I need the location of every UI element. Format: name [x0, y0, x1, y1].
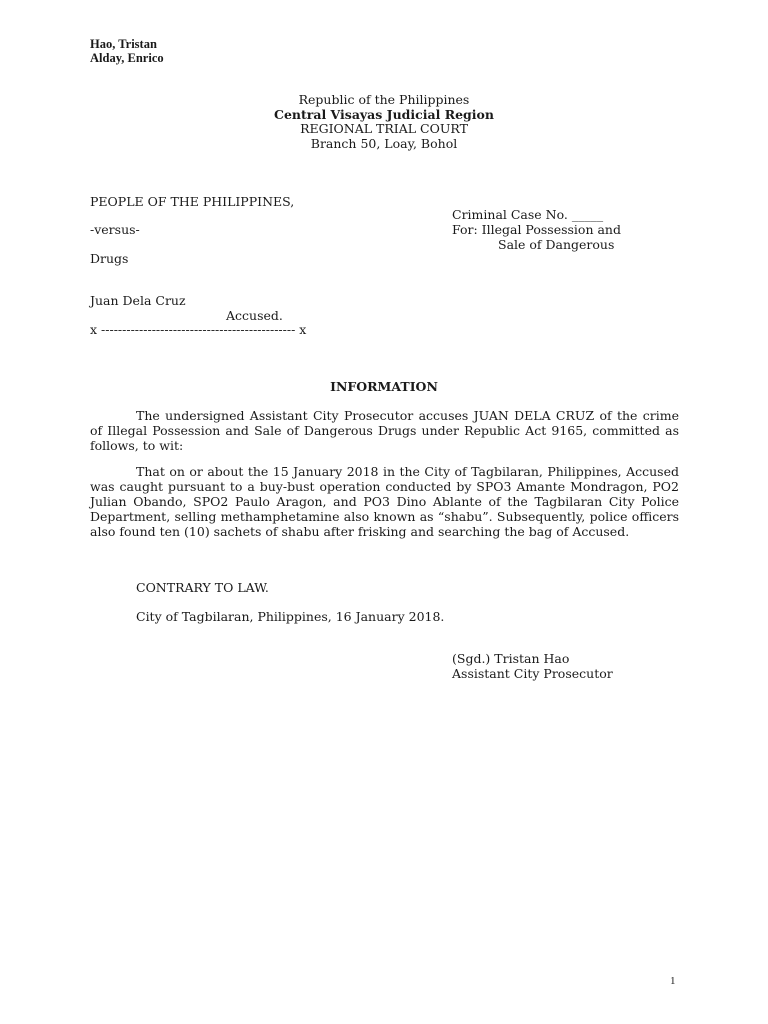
versus-label: -versus- — [90, 222, 140, 237]
header-court: REGIONAL TRIAL COURT — [300, 121, 468, 136]
author-line-1: Hao, Tristan — [90, 37, 157, 51]
signatory-name: (Sgd.) Tristan Hao — [452, 651, 570, 666]
offense-line-2: Sale of Dangerous — [498, 237, 615, 252]
document-title — [0, 380, 768, 395]
paragraph-contrary-text: CONTRARY TO LAW. — [136, 580, 269, 595]
paragraph-accusation — [90, 408, 679, 453]
header-branch: Branch 50, Loay, Bohol — [310, 135, 458, 151]
paragraph-accusation-text: The undersigned Assistant City Prosecutor accuses JUAN DELA CRUZ of the crime of Illegal Possession and Sale of Dangerous Drugs under Republic Act 9165, committed as follows, to wit: — [90, 408, 679, 453]
court-header — [0, 93, 768, 151]
offense-line-1: For: Illegal Possession and — [452, 222, 621, 237]
signature-block — [452, 651, 613, 681]
header-judicial-region: Central Visayas Judicial Region — [274, 106, 494, 122]
page-number: 1 — [670, 975, 676, 987]
offense-line-3: Drugs — [90, 251, 129, 266]
case-details — [452, 207, 621, 252]
accused-name: Juan Dela Cruz — [90, 293, 186, 308]
document-title-text: INFORMATION — [330, 379, 438, 394]
caption-divider: x ---------------------------------------------- x — [90, 322, 307, 337]
case-number: Criminal Case No. _____ — [452, 207, 604, 222]
plaintiff-name: PEOPLE OF THE PHILIPPINES, — [90, 194, 295, 209]
paragraph-facts-text: That on or about the 15 January 2018 in the City of Tagbilaran, Philippines, Accused was caught pursuant to a buy-bust operation conducted by SPO3 Amante Mondragon, PO2 Julian Obando, SPO2 Paulo Aragon, and PO3 Dino Ablante of the Tagbilaran City Police Department, selling methamphetamine also known as “shabu”. Subsequently, police officers also found ten (10) sachets of shabu after frisking and searching the bag of Accused. — [90, 464, 679, 539]
accused-label: Accused. — [226, 308, 283, 323]
header-republic: Republic of the Philippines — [298, 92, 470, 107]
paragraph-contrary — [90, 580, 679, 595]
signatory-title: Assistant City Prosecutor — [452, 666, 613, 681]
paragraph-facts — [90, 464, 679, 539]
paragraph-date-place — [90, 609, 679, 624]
author-line-2: Alday, Enrico — [90, 51, 164, 65]
paragraph-date-place-text: City of Tagbilaran, Philippines, 16 January 2018. — [136, 609, 445, 624]
